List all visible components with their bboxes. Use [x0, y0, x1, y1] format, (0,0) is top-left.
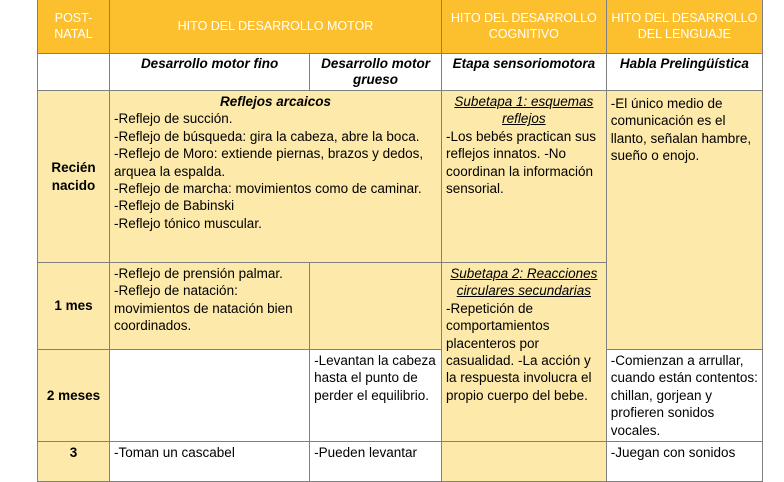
table-row-2-months [38, 350, 763, 442]
list-item: -Reflejo de Moro: extiende piernas, brazos y dedos, arquea la espalda. [114, 146, 424, 179]
list-item: -Reflejo de marcha: movimientos como de caminar. [114, 181, 422, 197]
cell-1-month-gross-motor [310, 263, 442, 350]
list-item: -Reflejo de succión. [114, 111, 233, 127]
header-language: HITO DEL DESARROLLO DEL LENGUAJE [606, 0, 762, 54]
header-row [38, 0, 763, 54]
list-item: -Reflejo de búsqueda: gira la cabeza, abre la boca. [114, 128, 420, 144]
subheader-row [38, 54, 763, 91]
cell-1-month-fine-motor [110, 263, 310, 350]
cell-newborn-fine-motor [110, 91, 442, 263]
substage-2-text: -Repetición de comportamientos placenteros por casualidad. -La acción y la respuesta involucra el propio cuerpo del bebe. [445, 300, 592, 403]
substage-1-text: -Los bebés practican sus reflejos innatos. -No coordinan la información sensorial. [445, 128, 597, 197]
header-postnatal: POST-NATAL [38, 0, 110, 54]
list-item: -Reflejo tónico muscular. [114, 215, 262, 231]
cell-newborn-cognitive [441, 91, 606, 263]
subheader-prelinguistic: Habla Prelingüística [606, 54, 762, 91]
subheader-empty [38, 54, 110, 91]
development-milestones-table [37, 0, 763, 482]
subheader-gross-motor: Desarrollo motor grueso [310, 54, 442, 91]
list-item: -Reflejo de natación: movimientos de natación bien coordinados. [114, 283, 293, 334]
cell-3-months-cognitive [441, 442, 606, 482]
table-row-newborn [38, 91, 763, 263]
age-3-months: 3 [38, 442, 110, 482]
table-row-3-months [38, 442, 763, 482]
cell-2-months-gross-motor: -Levantan la cabeza hasta el punto de perder el equilibrio. [310, 350, 442, 442]
age-newborn: Recién nacido [38, 91, 110, 263]
list-item: -Reflejo de Babinski [114, 198, 235, 214]
cell-newborn-language: -El único medio de comunicación es el llanto, señalan hambre, sueño o enojo. [606, 91, 762, 350]
subheader-fine-motor: Desarrollo motor fino [110, 54, 310, 91]
header-motor: HITO DEL DESARROLLO MOTOR [110, 0, 442, 54]
header-cognitive: HITO DEL DESARROLLO COGNITIVO [441, 0, 606, 54]
cell-2-months-fine-motor [110, 350, 310, 442]
cell-3-months-gross-motor: -Pueden levantar [310, 442, 442, 482]
list-item: -Reflejo de prensión palmar. [114, 266, 283, 281]
substage-2-title: Subetapa 2: Reacciones circulares secundarias [450, 266, 598, 299]
subheader-sensorimotor: Etapa sensoriomotora [441, 54, 606, 91]
substage-1-title: Subetapa 1: esquemas reflejos [454, 94, 594, 127]
cell-3-months-language: -Juegan con sonidos [606, 442, 762, 482]
age-2-months: 2 meses [38, 350, 110, 442]
age-1-month: 1 mes [38, 263, 110, 350]
cell-substage-2-cognitive [441, 263, 606, 442]
cell-2-months-language: -Comienzan a arrullar, cuando están contentos: chillan, gorjean y profieren sonidos vocales. [606, 350, 762, 442]
cell-3-months-fine-motor: -Toman un cascabel [110, 442, 310, 482]
archaic-reflexes-heading: Reflejos arcaicos [219, 94, 332, 109]
